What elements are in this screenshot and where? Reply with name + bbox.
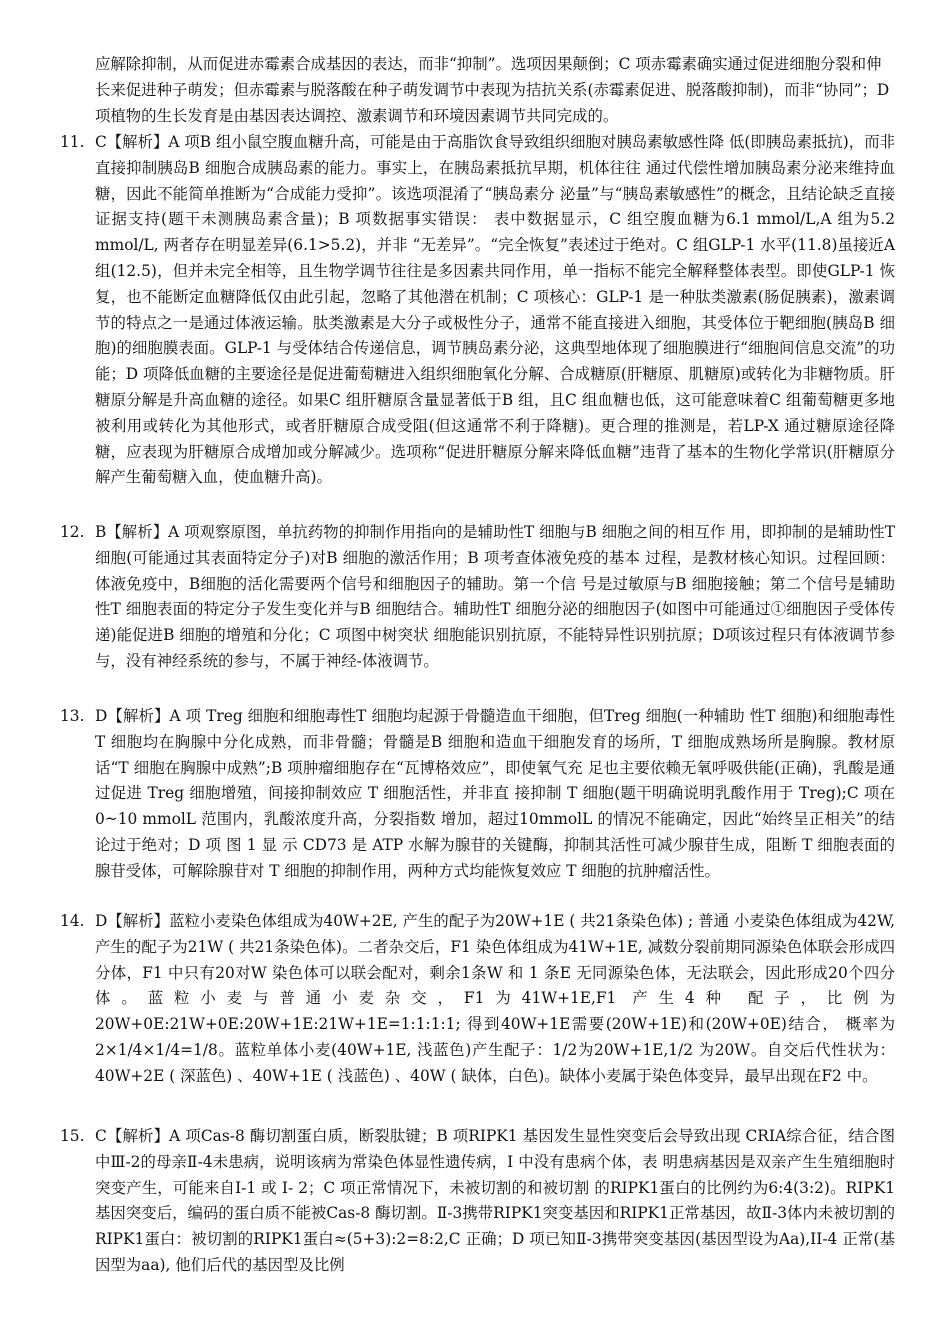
item-body [95, 520, 895, 675]
item-text: C【解析】A 项B 组小鼠空腹血糖升高，可能是由于高脂饮食导致组织细胞对胰岛素敏感性降 低(即胰岛素抵抗)，而非直接抑制胰岛B 细胞合成胰岛素的能力。事实上，在胰岛素抵抗早期，机体往往 通过代偿性增加胰岛素分泌来维持血糖，因此不能简单推断为“合成能力受抑”。该选项混淆了“胰岛素分 泌量”与“胰岛素敏感性”的概念，且结论缺乏直接证据支持(题干未测胰岛素含量)；B 项数据事实错误： 表中数据显示，C 组空腹血糖为6.1 mmol/L,A 组为5.2 mmol/L, 两者存在明显差异(6.1>5.2)，并非 “无差异”。“完全恢复”表述过于绝对。C 组GLP-1 水平(11.8)虽接近A 组(12.5)，但并未完全相等，且生物学调节往往是多因素共同作用，单一指标不能完全解释整体表型。即使GLP-1 恢复，也不能断定血糖降低仅由此引起，忽略了其他潜在机制；C 项核心：GLP-1 是一种肽类激素(肠促胰素)，激素调节的特点之一是通过体液运输。肽类激素是大分子或极性分子，通常不能直接进入细胞，其受体位于靶细胞(胰岛B 细胞)的细胞膜表面。GLP-1 与受体结合传递信息，调节胰岛素分泌，这典型地体现了细胞膜进行“细胞间信息交流”的功能；D 项降低血糖的主要途径是促进葡萄糖进入组织细胞氧化分解、合成糖原(肝糖原、肌糖原)或转化为非糖物质。肝糖原分解是升高血糖的途径。如果C 组肝糖原含量显著低于B 组，且C 组血糖也低，这可能意味着C 组葡萄糖更多地被利用或转化为其他形式，或者肝糖原合成受阻(但这通常不利于降糖)。更合理的推测是，若LP-X 通过糖原途径降糖，应表现为肝糖原合成增加或分解减少。选项称“促进肝糖原分解来降低血糖”违背了基本的生物化学常识(肝糖原分解产生葡萄糖入血，使血糖升高)。 [95, 133, 895, 487]
item-text: D【解析】蓝粒小麦染色体组成为40W+2E, 产生的配子为20W+1E ( 共21条染色体) ; 普通 小麦染色体组成为42W, 产生的配子为21W ( 共21条染色体)。二者杂交后，F1 染色体组成为41W+1E, 减数分裂前期同源染色体联会形成四分体，F1 中只有20对W 染色体可以联会配对，剩余1条W 和 1 条E 无同源染色体，无法联会，因此形成20个四分体。蓝粒小麦与普通小麦杂交，F1为41W+1E,F1 产生4种 配子，比例为20W+0E:21W+0E:20W+1E:21W+1E=1:1:1:1; 得到40W+1E需要(20W+1E)和(20W+0E)结合， 概率为2×1/4×1/4=1/8。蓝粒单体小麦(40W+1E, 浅蓝色)产生配子：1/2为20W+1E,1/2 为20W。自交后代性状为：40W+2E ( 深蓝色) 、40W+1E ( 浅蓝色) 、40W ( 缺体，白色)。缺体小麦属于染色体变异，最早出现在F2 中。 [95, 912, 895, 1085]
intro-paragraph [95, 52, 895, 129]
item-number: 13. [60, 707, 85, 725]
item-body [95, 130, 895, 491]
item-body [95, 1124, 895, 1279]
item-text: B【解析】A 项观察原图，单抗药物的抑制作用指向的是辅助性T 细胞与B 细胞之间的相互作 用，即抑制的是辅助性T 细胞(可能通过其表面特定分子)对B 细胞的激活作用；B 项考查体液免疫的基本 过程，是教材核心知识。过程回顾：体液免疫中，B细胞的活化需要两个信号和细胞因子的辅助。第一个信 号是过敏原与B 细胞接触；第二个信号是辅助性T 细胞表面的特定分子发生变化并与B 细胞结合。辅助性T 细胞分泌的细胞因子(如图中可能通过①细胞因子受体传递)能促进B 细胞的增殖和分化；C 项图中树突状 细胞能识别抗原，不能特异性识别抗原；D项该过程只有体液调节参与，没有神经系统的参与，不属于神经-体液调节。 [95, 523, 895, 670]
item-number: 11. [60, 133, 85, 151]
item-number: 12. [60, 523, 85, 541]
intro-text: 应解除抑制，从而促进赤霉素合成基因的表达，而非“抑制”。选项因果颠倒；C 项赤霉素确实通过促进细胞分裂和伸长来促进种子萌发；但赤霉素与脱落酸在种子萌发调节中表现为拮抗关系(赤霉素促进、脱落酸抑制)，而非“协同”；D 项植物的生长发育是由基因表达调控、激素调节和环境因素调节共同完成的。 [95, 55, 890, 125]
item-number: 15. [60, 1127, 85, 1145]
item-text: C【解析】A 项Cas-8 酶切割蛋白质，断裂肽键；B 项RIPK1 基因发生显性突变后会导致出现 CRIA综合征，结合图中Ⅲ-2的母亲Ⅱ-4未患病，说明该病为常染色体显性遗传病，I 中没有患病个体，表 明患病基因是双亲产生生殖细胞时突变产生，可能来自I-1 或 I- 2；C 项正常情况下，未被切割的和被切割 的RIPK1蛋白的比例约为6:4(3:2)。RIPK1 基因突变后，编码的蛋白质不能被Cas-8 酶切割。Ⅱ-3携带RIPK1突变基因和RIPK1正常基因，故Ⅱ-3体内未被切割的RIPK1蛋白：被切割的RIPK1蛋白≈(5+3):2=8:2,C 正确；D 项已知Ⅱ-3携带突变基因(基因型设为Aa),II-4 正常(基因型为aa), 他们后代的基因型及比例 [95, 1127, 895, 1274]
item-body [95, 909, 895, 1090]
item-number: 14. [60, 912, 85, 930]
item-text: D【解析】A 项 Treg 细胞和细胞毒性T 细胞均起源于骨髓造血干细胞，但Treg 细胞(一种辅助 性T 细胞)和细胞毒性T 细胞均在胸腺中分化成熟，而非骨髓；骨髓是B 细胞和造血干细胞发育的场所，T 细胞成熟场所是胸腺。教材原话“T 细胞在胸腺中成熟”;B 项肿瘤细胞存在“瓦博格效应”，即使氧气充 足也主要依赖无氧呼吸供能(正确)，乳酸是通过促进 Treg 细胞增殖，间接抑制效应 T 细胞活性，并非直 接抑制 T 细胞(题干明确说明乳酸作用于 Treg);C 项在0~10 mmolL 范围内，乳酸浓度升高，分裂指数 增加，超过10mmolL 的情况不能确定，因此“始终呈正相关”的结论过于绝对；D 项 图 1 显 示 CD73 是 ATP 水解为腺苷的关键酶，抑制其活性可减少腺苷生成，阻断 T 细胞表面的腺苷受体，可解除腺苷对 T 细胞的抑制作用，两种方式均能恢复效应 T 细胞的抗肿瘤活性。 [95, 707, 895, 880]
item-body [95, 704, 895, 885]
